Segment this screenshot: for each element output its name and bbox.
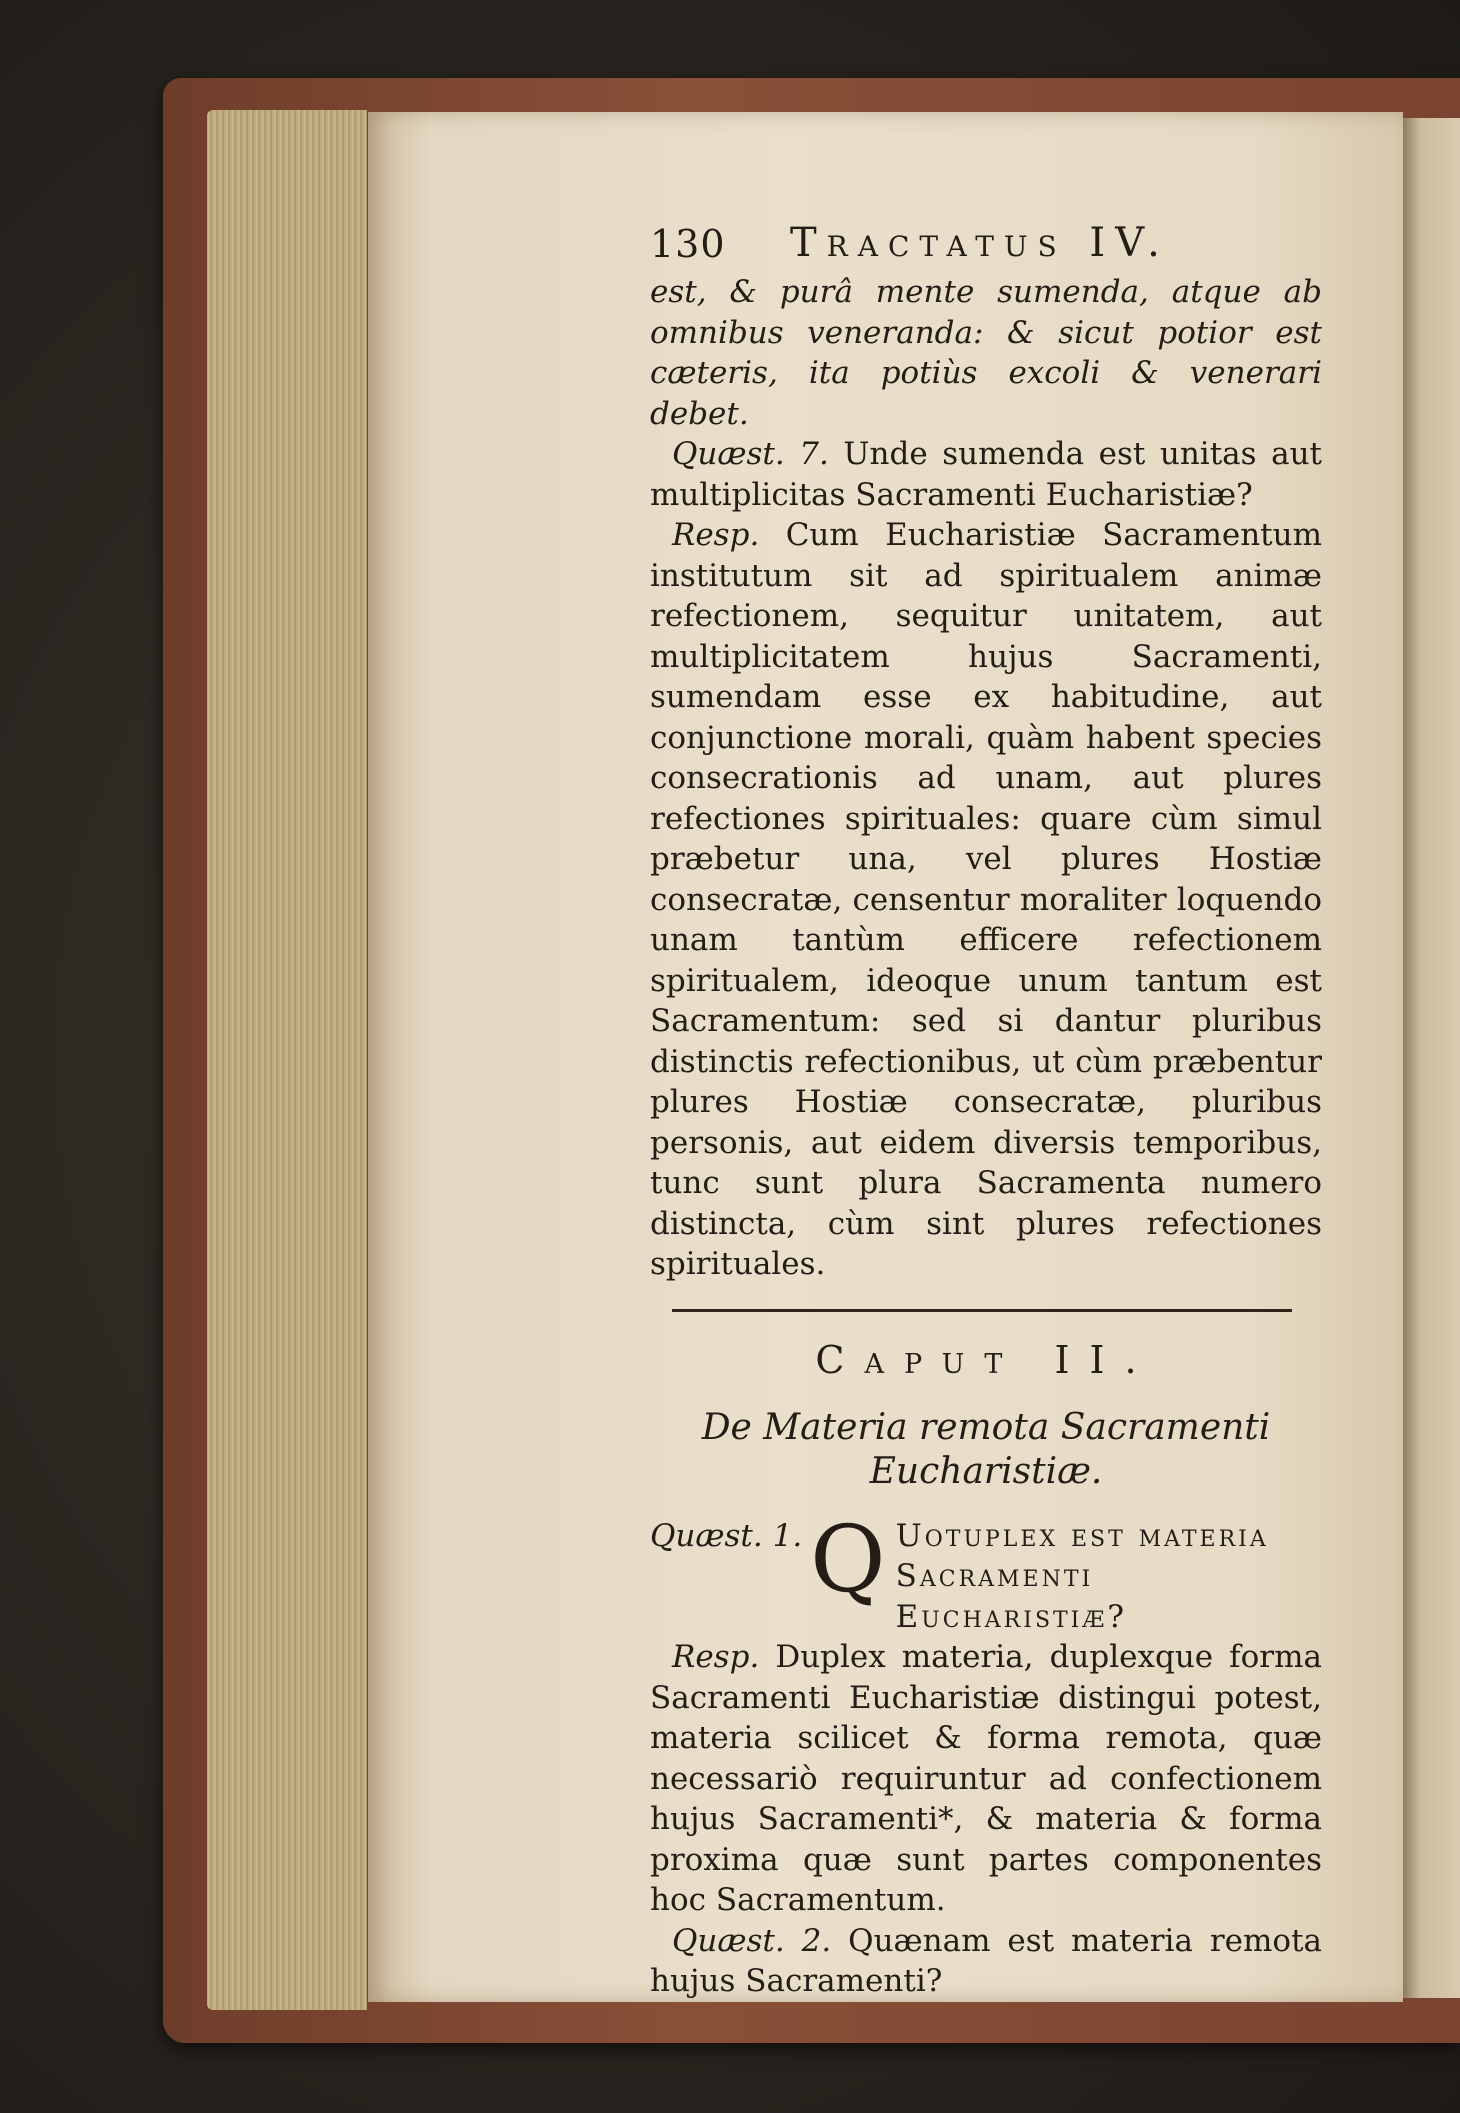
question-2-text: Quænam est materia remota hujus Sacramenti? (650, 1922, 1323, 1999)
response-7 (650, 515, 1322, 1285)
chapter-title: Caput II. (815, 1337, 1157, 1382)
top-paragraph: est, & purâ mente sumenda, atque ab omnibus veneranda: & sicut potior est cæteris, ita potiùs excoli & venerari debet. (650, 274, 1322, 432)
response-1-label: Resp. (672, 1639, 760, 1675)
running-header (650, 220, 1322, 272)
running-title: Tractatus IV. (790, 220, 1170, 266)
question-7-text: Unde sumenda est unitas aut multiplicitas Sacramenti Eucharistiæ? (650, 436, 1323, 513)
question-2 (650, 1921, 1322, 2002)
question-1-label: Quæst. 1. (650, 1517, 803, 1554)
response-7-label: Resp. (672, 517, 760, 553)
question-1 (650, 1505, 1322, 1638)
drop-cap: Q (810, 1505, 886, 1613)
question-7 (650, 434, 1322, 515)
page-edges (207, 110, 367, 2010)
page-text (650, 220, 1322, 2002)
question-2-label: Quæst. 2. (672, 1922, 832, 1959)
question-1-text: Uotuplex est materia Sacramenti Eucharistiæ? (895, 1517, 1269, 1635)
response-7-text: Cum Eucharistiæ Sacramentum institutum sit ad spiritualem animæ refectionem, sequitur unitatem, aut multiplicitatem hujus Sacramenti, sumendam esse ex habitudine, aut conjunctione morali, quàm habent species consecrationis ad unam, aut plures refectiones spirituales: quare cùm simul præbetur una, vel plures Hostiæ consecratæ, censentur moraliter loquendo unam tantùm efficere refectionem spiritualem, ideoque unum tantum est Sacramentum: sed si dantur pluribus distinctis refectionibus, ut cùm præbentur plures Hostiæ consecratæ, pluribus personis, aut eidem diversis temporibus, tunc sunt plura Sacramenta numero distincta, cùm sint plures refectiones spirituales. (650, 517, 1322, 1282)
section-rule (672, 1309, 1292, 1312)
facing-page-edge (1403, 118, 1460, 1998)
chapter-subtitle: De Materia remota Sacramenti Eucharistiæ. (701, 1406, 1271, 1492)
response-1-text: Duplex materia, duplexque forma Sacramenti Eucharistiæ distingui potest, materia scilicet & forma remota, quæ necessariò requiruntur ad confectionem hujus Sacramenti*, & materia & forma proxima quæ sunt partes componentes hoc Sacramentum. (650, 1639, 1322, 1918)
page-number: 130 (650, 222, 726, 266)
question-7-label: Quæst. 7. (672, 436, 829, 472)
response-1 (650, 1637, 1322, 1921)
